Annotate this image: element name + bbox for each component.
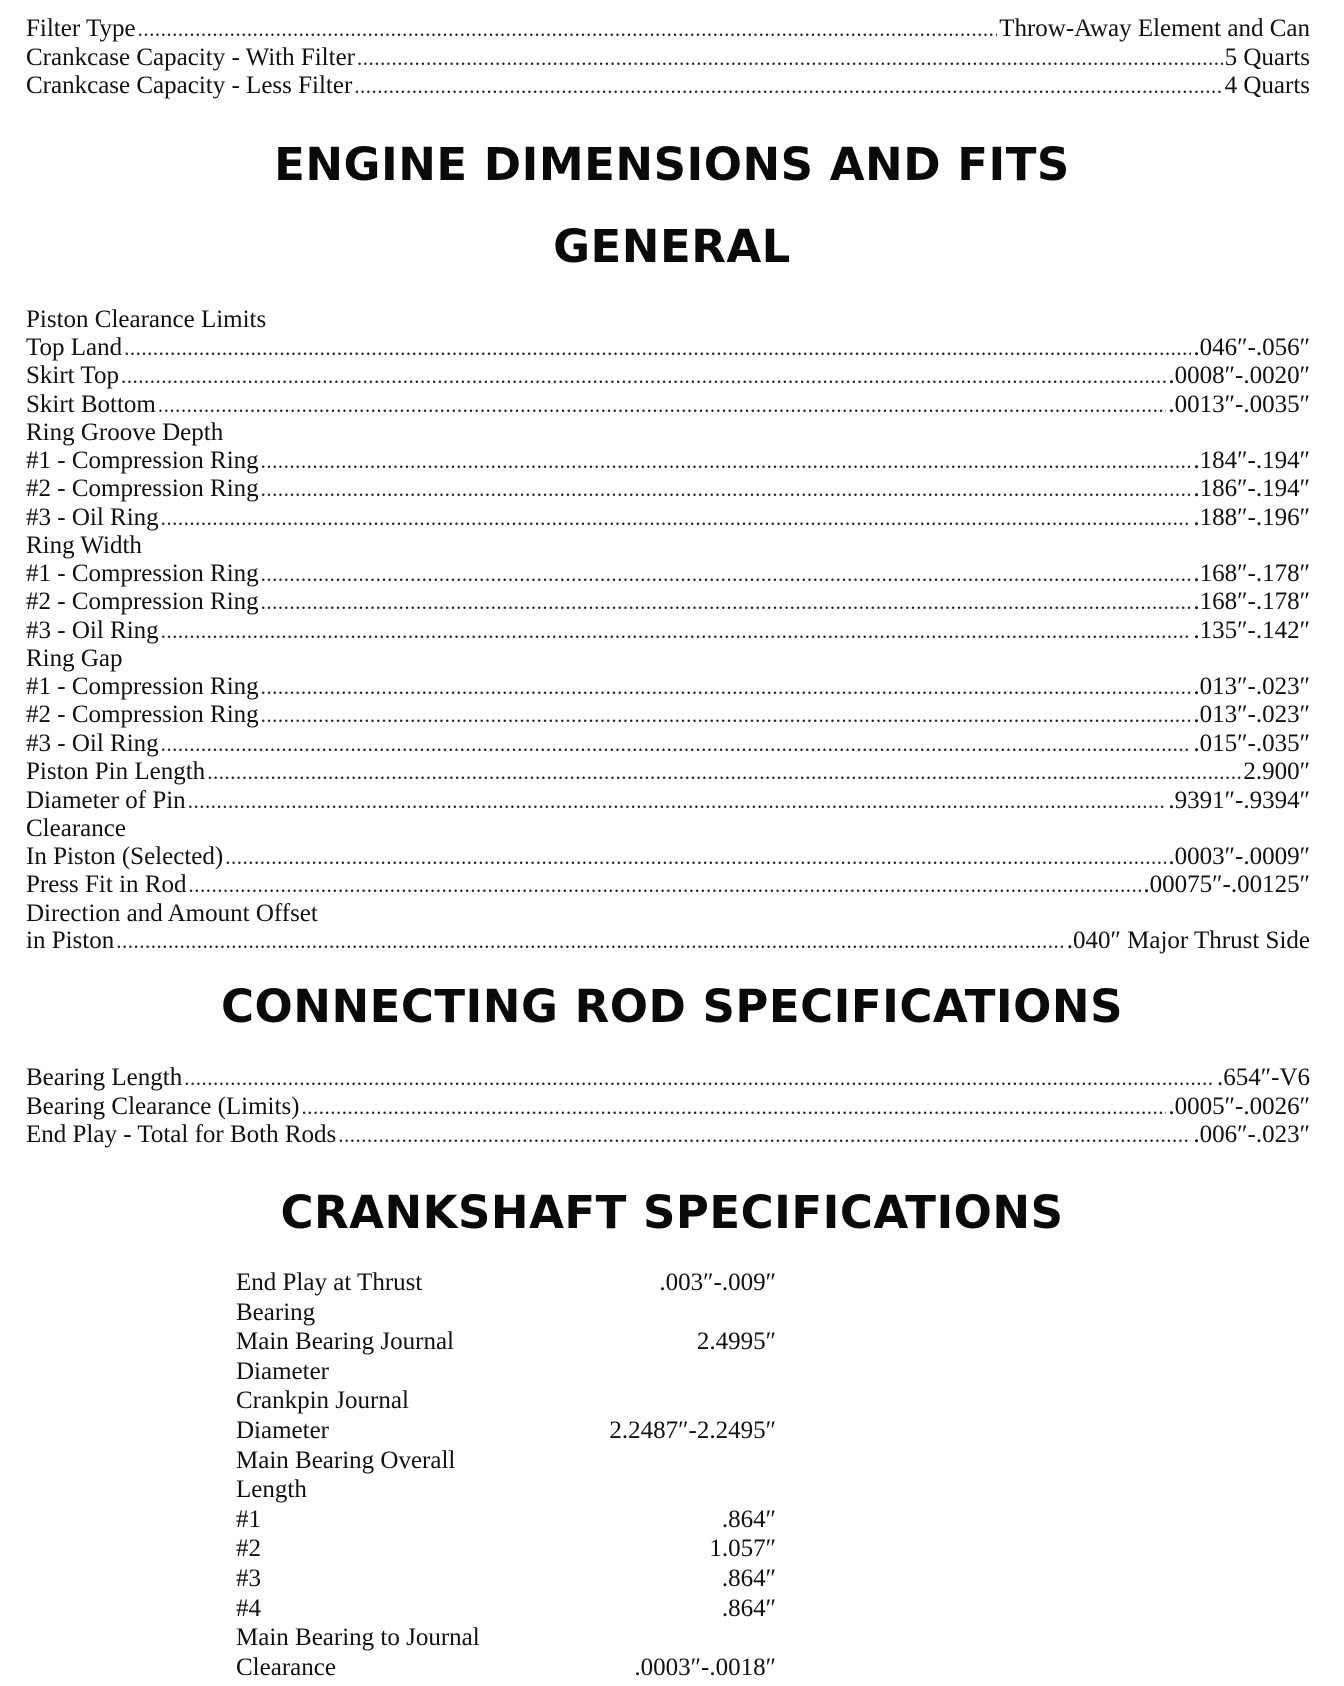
spec-label: #2 - Compression Ring	[26, 475, 259, 502]
crank-row	[236, 1505, 1036, 1535]
dot-leader	[158, 392, 1166, 420]
dot-leader	[161, 731, 1192, 759]
filter-spec-list	[26, 15, 1310, 101]
spec-label: Filter Type	[26, 15, 136, 42]
spec-value: .015″-.035″	[1193, 729, 1310, 757]
spec-value: .184″-.194″	[1193, 446, 1310, 474]
spec-row	[26, 927, 1310, 956]
spec-value: .864″	[721, 1594, 776, 1622]
dot-leader	[261, 476, 1192, 504]
spec-label: Press Fit in Rod	[26, 871, 187, 898]
spec-row	[26, 673, 1310, 702]
dot-leader	[161, 618, 1192, 646]
dot-leader	[184, 1065, 1215, 1093]
section-label-row	[26, 306, 1310, 334]
crank-row	[236, 1534, 1036, 1564]
crankshaft-spec-table	[236, 1268, 1036, 1682]
spec-label: #3 - Oil Ring	[26, 616, 159, 644]
crank-row	[236, 1298, 1036, 1328]
spec-label: Main Bearing to Journal	[236, 1624, 480, 1652]
spec-value: .040″ Major Thrust Side	[1066, 927, 1310, 954]
spec-row	[26, 1093, 1310, 1122]
spec-value: .00075″-.00125″	[1143, 871, 1310, 898]
spec-row	[26, 504, 1310, 533]
spec-label: Length	[236, 1476, 307, 1504]
spec-row	[26, 475, 1310, 504]
dot-leader	[338, 1122, 1191, 1150]
spec-label: Crankcase Capacity - With Filter	[26, 43, 355, 71]
spec-value: Throw-Away Element and Can	[999, 15, 1310, 42]
spec-label: In Piston (Selected)	[26, 842, 224, 870]
dot-leader	[188, 872, 1141, 900]
spec-value: .013″-.023″	[1193, 701, 1310, 728]
section-label-row	[26, 900, 1310, 928]
dot-leader	[261, 674, 1192, 702]
crankshaft-heading: CRANKSHAFT SPECIFICATIONS	[280, 1186, 1064, 1239]
spec-value: .168″-.178″	[1193, 588, 1310, 615]
spec-label: #2 - Compression Ring	[26, 701, 259, 728]
spec-value: .188″-.196″	[1193, 503, 1310, 531]
spec-value: .0005″-.0026″	[1168, 1092, 1310, 1120]
spec-value: .0013″-.0035″	[1168, 390, 1310, 418]
spec-label: Main Bearing Overall	[236, 1446, 456, 1474]
engine-dimensions-heading: ENGINE DIMENSIONS AND FITS	[274, 138, 1070, 191]
dot-leader	[188, 788, 1167, 816]
dot-leader	[121, 363, 1166, 391]
spec-label: Crankpin Journal	[236, 1387, 409, 1415]
spec-value: 2.900″	[1243, 758, 1310, 785]
dot-leader	[261, 702, 1192, 730]
spec-row	[26, 362, 1310, 391]
spec-value: .013″-.023″	[1193, 672, 1310, 700]
spec-label: Direction and Amount Offset	[26, 899, 318, 927]
spec-label: #3 - Oil Ring	[26, 729, 159, 757]
spec-label: Skirt Bottom	[26, 390, 156, 418]
spec-row	[26, 1064, 1310, 1093]
spec-value	[266, 1623, 776, 1653]
dot-leader	[225, 844, 1166, 872]
section-label-row	[26, 532, 1310, 560]
spec-label: #3 - Oil Ring	[26, 503, 159, 531]
spec-value: 5 Quarts	[1224, 43, 1310, 71]
spec-label: End Play at Thrust	[236, 1269, 423, 1296]
spec-row	[26, 72, 1310, 101]
crank-row	[236, 1357, 1036, 1387]
spec-label: Clearance	[236, 1653, 336, 1681]
spec-row	[26, 447, 1310, 476]
spec-label: Clearance	[26, 815, 126, 842]
spec-row	[26, 334, 1310, 363]
spec-label: #2	[236, 1535, 261, 1563]
crank-row	[236, 1327, 1036, 1357]
spec-value	[266, 1386, 776, 1416]
spec-row	[26, 588, 1310, 617]
dot-leader	[124, 335, 1191, 363]
spec-label: #3	[236, 1564, 261, 1592]
spec-value: .003″-.009″	[659, 1269, 776, 1296]
spec-row	[26, 44, 1310, 73]
section-label-row	[26, 645, 1310, 673]
spec-label: Piston Clearance Limits	[26, 306, 267, 333]
connecting-rod-heading: CONNECTING ROD SPECIFICATIONS	[221, 980, 1123, 1033]
spec-label: in Piston	[26, 927, 115, 954]
spec-value: .864″	[721, 1564, 776, 1592]
dot-leader	[261, 448, 1192, 476]
dot-leader	[302, 1094, 1167, 1122]
spec-row	[26, 15, 1310, 44]
spec-value: .0003″-.0018″	[634, 1653, 776, 1681]
spec-label: Bearing	[236, 1298, 316, 1326]
spec-value: .135″-.142″	[1193, 616, 1310, 644]
crank-row	[236, 1268, 1036, 1298]
spec-row	[26, 843, 1310, 872]
spec-label: Bearing Clearance (Limits)	[26, 1092, 300, 1120]
crank-row	[236, 1475, 1036, 1505]
spec-value	[266, 1298, 776, 1328]
dot-leader	[116, 928, 1064, 956]
spec-row	[26, 617, 1310, 646]
spec-value: .0008″-.0020″	[1168, 362, 1310, 389]
spec-value: .0003″-.0009″	[1168, 842, 1310, 870]
spec-value: 1.057″	[709, 1535, 776, 1563]
crank-row	[236, 1386, 1036, 1416]
crank-row	[236, 1623, 1036, 1653]
general-heading: GENERAL	[553, 220, 791, 273]
spec-value: .186″-.194″	[1193, 475, 1310, 502]
spec-label: Ring Groove Depth	[26, 419, 224, 446]
spec-value: .046″-.056″	[1193, 333, 1310, 361]
spec-label: Diameter of Pin	[26, 786, 186, 814]
spec-value: 2.2487″-2.2495″	[609, 1416, 776, 1444]
spec-label: Piston Pin Length	[26, 758, 206, 785]
spec-label: Skirt Top	[26, 362, 119, 389]
spec-label: #2 - Compression Ring	[26, 588, 259, 615]
crank-row	[236, 1446, 1036, 1476]
spec-label: Ring Gap	[26, 645, 123, 672]
dot-leader	[354, 73, 1222, 101]
spec-row	[26, 787, 1310, 816]
spec-value: .9391″-.9394″	[1168, 786, 1310, 814]
spec-row	[26, 560, 1310, 589]
spec-row	[26, 758, 1310, 787]
crank-row	[236, 1653, 1036, 1683]
spec-label: Main Bearing Journal	[236, 1328, 455, 1356]
spec-value: .654″-V6	[1216, 1064, 1310, 1091]
spec-row	[26, 871, 1310, 900]
section-label-row	[26, 419, 1310, 447]
spec-label: #1 - Compression Ring	[26, 446, 259, 474]
spec-row	[26, 391, 1310, 420]
spec-value: .168″-.178″	[1193, 559, 1310, 587]
spec-value: .864″	[721, 1505, 776, 1533]
spec-label: Crankcase Capacity - Less Filter	[26, 72, 353, 99]
spec-label: End Play - Total for Both Rods	[26, 1121, 337, 1148]
spec-label: #1	[236, 1505, 261, 1533]
spec-value	[266, 1446, 776, 1476]
crank-row	[236, 1416, 1036, 1446]
dot-leader	[207, 759, 1241, 787]
spec-row	[26, 730, 1310, 759]
spec-label: Top Land	[26, 333, 123, 361]
spec-label: Bearing Length	[26, 1064, 183, 1091]
dot-leader	[161, 505, 1192, 533]
dot-leader	[261, 589, 1192, 617]
spec-label: #1 - Compression Ring	[26, 559, 259, 587]
spec-value: 2.4995″	[696, 1328, 776, 1356]
section-label-row	[26, 815, 1310, 843]
spec-label: Diameter	[236, 1357, 330, 1385]
spec-value	[266, 1475, 776, 1505]
crank-row	[236, 1594, 1036, 1624]
spec-value: 4 Quarts	[1224, 72, 1310, 99]
general-spec-list	[26, 306, 1310, 956]
spec-label: #4	[236, 1594, 261, 1622]
spec-label: Ring Width	[26, 532, 142, 559]
spec-label: Diameter	[236, 1416, 330, 1444]
dot-leader	[138, 16, 998, 44]
spec-label: #1 - Compression Ring	[26, 672, 259, 700]
spec-row	[26, 701, 1310, 730]
crank-row	[236, 1564, 1036, 1594]
dot-leader	[357, 45, 1223, 73]
spec-row	[26, 1121, 1310, 1150]
spec-value: .006″-.023″	[1193, 1121, 1310, 1148]
dot-leader	[261, 561, 1192, 589]
spec-value	[266, 1357, 776, 1387]
connecting-rod-spec-list	[26, 1064, 1310, 1150]
